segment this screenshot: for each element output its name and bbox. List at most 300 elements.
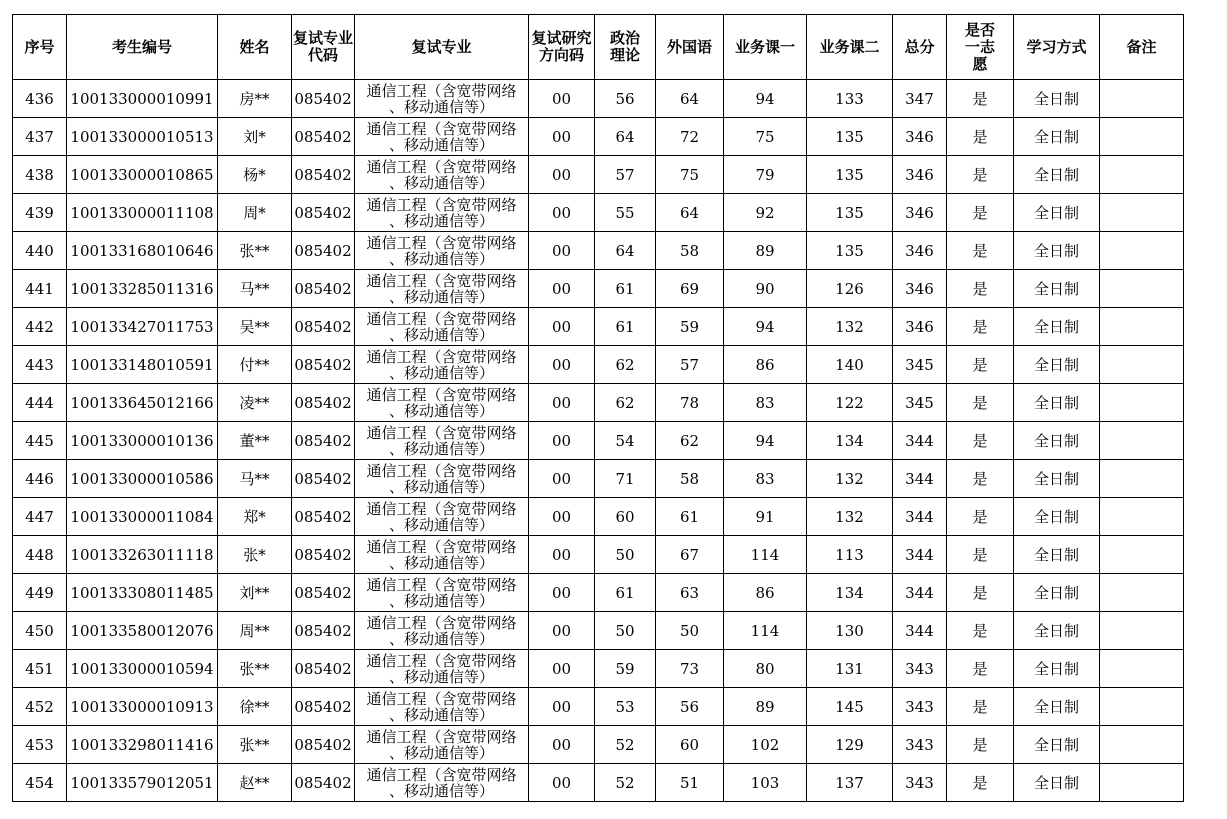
cell-name: 张** bbox=[218, 726, 292, 764]
header-course1: 业务课一 bbox=[724, 15, 807, 80]
cell-course1: 80 bbox=[724, 650, 807, 688]
cell-remarks bbox=[1100, 688, 1184, 726]
cell-study-mode: 全日制 bbox=[1014, 118, 1100, 156]
major-line-1: 通信工程（含宽带网络 bbox=[366, 765, 517, 784]
cell-remarks bbox=[1100, 498, 1184, 536]
major-line-1: 通信工程（含宽带网络 bbox=[366, 499, 517, 518]
cell-major bbox=[355, 308, 529, 346]
cell-course2: 145 bbox=[807, 688, 893, 726]
cell-name: 凌** bbox=[218, 384, 292, 422]
cell-course2: 133 bbox=[807, 80, 893, 118]
cell-foreign-language: 64 bbox=[656, 194, 724, 232]
cell-major bbox=[355, 764, 529, 802]
cell-politics: 56 bbox=[595, 80, 656, 118]
cell-name: 张** bbox=[218, 232, 292, 270]
cell-course1: 86 bbox=[724, 574, 807, 612]
header-major: 复试专业 bbox=[355, 15, 529, 80]
cell-name: 张* bbox=[218, 536, 292, 574]
cell-study-mode: 全日制 bbox=[1014, 536, 1100, 574]
cell-first-choice: 是 bbox=[947, 346, 1014, 384]
cell-remarks bbox=[1100, 764, 1184, 802]
cell-course2: 134 bbox=[807, 422, 893, 460]
cell-course1: 94 bbox=[724, 422, 807, 460]
cell-exam-id: 100133579012051 bbox=[67, 764, 218, 802]
cell-first-choice: 是 bbox=[947, 536, 1014, 574]
cell-foreign-language: 63 bbox=[656, 574, 724, 612]
cell-exam-id: 100133427011753 bbox=[67, 308, 218, 346]
cell-direction: 00 bbox=[529, 308, 595, 346]
cell-first-choice: 是 bbox=[947, 460, 1014, 498]
cell-first-choice: 是 bbox=[947, 232, 1014, 270]
cell-total: 345 bbox=[893, 384, 947, 422]
table-row bbox=[13, 384, 1184, 422]
cell-name: 付** bbox=[218, 346, 292, 384]
cell-seq: 446 bbox=[13, 460, 67, 498]
cell-study-mode: 全日制 bbox=[1014, 764, 1100, 802]
cell-name: 杨* bbox=[218, 156, 292, 194]
cell-course2: 140 bbox=[807, 346, 893, 384]
cell-politics: 52 bbox=[595, 726, 656, 764]
cell-major-code: 085402 bbox=[292, 764, 355, 802]
cell-name: 徐** bbox=[218, 688, 292, 726]
cell-study-mode: 全日制 bbox=[1014, 422, 1100, 460]
cell-politics: 61 bbox=[595, 308, 656, 346]
cell-study-mode: 全日制 bbox=[1014, 80, 1100, 118]
cell-seq: 436 bbox=[13, 80, 67, 118]
cell-politics: 60 bbox=[595, 498, 656, 536]
header-politics: 政治理论 bbox=[595, 15, 656, 80]
cell-study-mode: 全日制 bbox=[1014, 612, 1100, 650]
cell-remarks bbox=[1100, 574, 1184, 612]
header-name: 姓名 bbox=[218, 15, 292, 80]
cell-total: 346 bbox=[893, 308, 947, 346]
cell-seq: 449 bbox=[13, 574, 67, 612]
cell-name: 吴** bbox=[218, 308, 292, 346]
major-line-1: 通信工程（含宽带网络 bbox=[366, 423, 517, 442]
cell-exam-id: 100133148010591 bbox=[67, 346, 218, 384]
cell-first-choice: 是 bbox=[947, 118, 1014, 156]
cell-major bbox=[355, 270, 529, 308]
cell-seq: 441 bbox=[13, 270, 67, 308]
table-row bbox=[13, 232, 1184, 270]
cell-total: 346 bbox=[893, 270, 947, 308]
cell-exam-id: 100133285011316 bbox=[67, 270, 218, 308]
cell-first-choice: 是 bbox=[947, 80, 1014, 118]
cell-seq: 445 bbox=[13, 422, 67, 460]
cell-name: 周* bbox=[218, 194, 292, 232]
cell-first-choice: 是 bbox=[947, 384, 1014, 422]
cell-seq: 438 bbox=[13, 156, 67, 194]
cell-direction: 00 bbox=[529, 346, 595, 384]
major-line-1: 通信工程（含宽带网络 bbox=[366, 575, 517, 594]
cell-total: 344 bbox=[893, 422, 947, 460]
cell-exam-id: 100133000010865 bbox=[67, 156, 218, 194]
cell-remarks bbox=[1100, 308, 1184, 346]
table-row bbox=[13, 498, 1184, 536]
cell-total: 343 bbox=[893, 726, 947, 764]
cell-study-mode: 全日制 bbox=[1014, 574, 1100, 612]
cell-total: 344 bbox=[893, 536, 947, 574]
cell-major bbox=[355, 118, 529, 156]
cell-foreign-language: 57 bbox=[656, 346, 724, 384]
table-row bbox=[13, 194, 1184, 232]
table-row bbox=[13, 574, 1184, 612]
table-row bbox=[13, 726, 1184, 764]
table-row bbox=[13, 460, 1184, 498]
cell-name: 赵** bbox=[218, 764, 292, 802]
cell-study-mode: 全日制 bbox=[1014, 384, 1100, 422]
cell-exam-id: 100133000011084 bbox=[67, 498, 218, 536]
cell-foreign-language: 51 bbox=[656, 764, 724, 802]
cell-major bbox=[355, 574, 529, 612]
major-line-1: 通信工程（含宽带网络 bbox=[366, 233, 517, 252]
cell-direction: 00 bbox=[529, 422, 595, 460]
cell-study-mode: 全日制 bbox=[1014, 270, 1100, 308]
cell-major bbox=[355, 232, 529, 270]
cell-course1: 102 bbox=[724, 726, 807, 764]
cell-total: 345 bbox=[893, 346, 947, 384]
cell-exam-id: 100133168010646 bbox=[67, 232, 218, 270]
cell-exam-id: 100133000010136 bbox=[67, 422, 218, 460]
cell-exam-id: 100133580012076 bbox=[67, 612, 218, 650]
cell-name: 房** bbox=[218, 80, 292, 118]
cell-study-mode: 全日制 bbox=[1014, 726, 1100, 764]
major-line-1: 通信工程（含宽带网络 bbox=[366, 537, 517, 556]
cell-major-code: 085402 bbox=[292, 156, 355, 194]
cell-total: 344 bbox=[893, 460, 947, 498]
cell-seq: 447 bbox=[13, 498, 67, 536]
major-line-1: 通信工程（含宽带网络 bbox=[366, 461, 517, 480]
cell-seq: 437 bbox=[13, 118, 67, 156]
cell-course1: 75 bbox=[724, 118, 807, 156]
cell-first-choice: 是 bbox=[947, 270, 1014, 308]
cell-exam-id: 100133000010513 bbox=[67, 118, 218, 156]
major-line-2: 、移动通信等） bbox=[388, 553, 494, 572]
cell-remarks bbox=[1100, 650, 1184, 688]
cell-foreign-language: 59 bbox=[656, 308, 724, 346]
cell-course2: 132 bbox=[807, 498, 893, 536]
cell-major-code: 085402 bbox=[292, 270, 355, 308]
cell-course2: 113 bbox=[807, 536, 893, 574]
cell-study-mode: 全日制 bbox=[1014, 232, 1100, 270]
cell-major bbox=[355, 194, 529, 232]
cell-name: 刘** bbox=[218, 574, 292, 612]
cell-name: 刘* bbox=[218, 118, 292, 156]
cell-major-code: 085402 bbox=[292, 194, 355, 232]
cell-major-code: 085402 bbox=[292, 574, 355, 612]
cell-seq: 443 bbox=[13, 346, 67, 384]
cell-name: 董** bbox=[218, 422, 292, 460]
table-row bbox=[13, 308, 1184, 346]
major-line-2: 、移动通信等） bbox=[388, 667, 494, 686]
cell-total: 346 bbox=[893, 232, 947, 270]
cell-direction: 00 bbox=[529, 80, 595, 118]
table-row bbox=[13, 688, 1184, 726]
cell-direction: 00 bbox=[529, 194, 595, 232]
cell-seq: 444 bbox=[13, 384, 67, 422]
cell-major-code: 085402 bbox=[292, 498, 355, 536]
cell-study-mode: 全日制 bbox=[1014, 308, 1100, 346]
cell-seq: 442 bbox=[13, 308, 67, 346]
cell-remarks bbox=[1100, 726, 1184, 764]
cell-direction: 00 bbox=[529, 384, 595, 422]
cell-exam-id: 100133645012166 bbox=[67, 384, 218, 422]
cell-politics: 62 bbox=[595, 384, 656, 422]
table-row bbox=[13, 650, 1184, 688]
major-line-1: 通信工程（含宽带网络 bbox=[366, 309, 517, 328]
cell-major-code: 085402 bbox=[292, 308, 355, 346]
cell-major bbox=[355, 384, 529, 422]
cell-study-mode: 全日制 bbox=[1014, 460, 1100, 498]
table-row bbox=[13, 536, 1184, 574]
cell-name: 郑* bbox=[218, 498, 292, 536]
cell-remarks bbox=[1100, 80, 1184, 118]
header-seq: 序号 bbox=[13, 15, 67, 80]
header-remarks: 备注 bbox=[1100, 15, 1184, 80]
cell-direction: 00 bbox=[529, 118, 595, 156]
cell-politics: 59 bbox=[595, 650, 656, 688]
cell-direction: 00 bbox=[529, 612, 595, 650]
cell-major bbox=[355, 80, 529, 118]
cell-seq: 450 bbox=[13, 612, 67, 650]
cell-remarks bbox=[1100, 422, 1184, 460]
cell-politics: 61 bbox=[595, 270, 656, 308]
major-line-2: 、移动通信等） bbox=[388, 705, 494, 724]
cell-foreign-language: 73 bbox=[656, 650, 724, 688]
cell-seq: 452 bbox=[13, 688, 67, 726]
major-line-1: 通信工程（含宽带网络 bbox=[366, 651, 517, 670]
cell-major bbox=[355, 422, 529, 460]
cell-foreign-language: 61 bbox=[656, 498, 724, 536]
cell-study-mode: 全日制 bbox=[1014, 194, 1100, 232]
cell-first-choice: 是 bbox=[947, 612, 1014, 650]
cell-major-code: 085402 bbox=[292, 346, 355, 384]
cell-total: 344 bbox=[893, 574, 947, 612]
cell-study-mode: 全日制 bbox=[1014, 650, 1100, 688]
cell-major-code: 085402 bbox=[292, 118, 355, 156]
cell-foreign-language: 69 bbox=[656, 270, 724, 308]
cell-name: 张** bbox=[218, 650, 292, 688]
cell-name: 马** bbox=[218, 270, 292, 308]
cell-course2: 129 bbox=[807, 726, 893, 764]
cell-exam-id: 100133000010586 bbox=[67, 460, 218, 498]
major-line-2: 、移动通信等） bbox=[388, 173, 494, 192]
score-sheet bbox=[12, 14, 1215, 802]
cell-major bbox=[355, 650, 529, 688]
cell-direction: 00 bbox=[529, 460, 595, 498]
major-line-2: 、移动通信等） bbox=[388, 439, 494, 458]
cell-politics: 61 bbox=[595, 574, 656, 612]
cell-major bbox=[355, 612, 529, 650]
cell-exam-id: 100133000010913 bbox=[67, 688, 218, 726]
cell-exam-id: 100133308011485 bbox=[67, 574, 218, 612]
cell-remarks bbox=[1100, 270, 1184, 308]
cell-study-mode: 全日制 bbox=[1014, 156, 1100, 194]
cell-remarks bbox=[1100, 346, 1184, 384]
cell-politics: 62 bbox=[595, 346, 656, 384]
cell-politics: 55 bbox=[595, 194, 656, 232]
major-line-1: 通信工程（含宽带网络 bbox=[366, 727, 517, 746]
cell-major bbox=[355, 726, 529, 764]
cell-first-choice: 是 bbox=[947, 194, 1014, 232]
cell-course1: 94 bbox=[724, 80, 807, 118]
cell-major bbox=[355, 460, 529, 498]
cell-course1: 89 bbox=[724, 688, 807, 726]
cell-foreign-language: 75 bbox=[656, 156, 724, 194]
cell-total: 346 bbox=[893, 194, 947, 232]
cell-major bbox=[355, 498, 529, 536]
cell-major-code: 085402 bbox=[292, 422, 355, 460]
cell-first-choice: 是 bbox=[947, 650, 1014, 688]
cell-total: 344 bbox=[893, 498, 947, 536]
cell-seq: 448 bbox=[13, 536, 67, 574]
cell-direction: 00 bbox=[529, 498, 595, 536]
major-line-2: 、移动通信等） bbox=[388, 591, 494, 610]
header-major-code: 复试专业代码 bbox=[292, 15, 355, 80]
cell-major-code: 085402 bbox=[292, 460, 355, 498]
cell-foreign-language: 58 bbox=[656, 460, 724, 498]
table-row bbox=[13, 118, 1184, 156]
cell-foreign-language: 67 bbox=[656, 536, 724, 574]
cell-course1: 90 bbox=[724, 270, 807, 308]
cell-first-choice: 是 bbox=[947, 764, 1014, 802]
header-foreign-language: 外国语 bbox=[656, 15, 724, 80]
cell-course1: 94 bbox=[724, 308, 807, 346]
table-row bbox=[13, 270, 1184, 308]
cell-seq: 440 bbox=[13, 232, 67, 270]
cell-course1: 83 bbox=[724, 384, 807, 422]
cell-seq: 453 bbox=[13, 726, 67, 764]
cell-remarks bbox=[1100, 194, 1184, 232]
cell-direction: 00 bbox=[529, 232, 595, 270]
cell-direction: 00 bbox=[529, 156, 595, 194]
major-line-2: 、移动通信等） bbox=[388, 135, 494, 154]
cell-major-code: 085402 bbox=[292, 80, 355, 118]
cell-foreign-language: 58 bbox=[656, 232, 724, 270]
cell-study-mode: 全日制 bbox=[1014, 688, 1100, 726]
header-course2: 业务课二 bbox=[807, 15, 893, 80]
major-line-2: 、移动通信等） bbox=[388, 743, 494, 762]
cell-foreign-language: 72 bbox=[656, 118, 724, 156]
cell-remarks bbox=[1100, 156, 1184, 194]
cell-course1: 103 bbox=[724, 764, 807, 802]
cell-exam-id: 100133000010594 bbox=[67, 650, 218, 688]
major-line-1: 通信工程（含宽带网络 bbox=[366, 347, 517, 366]
cell-foreign-language: 64 bbox=[656, 80, 724, 118]
major-line-2: 、移动通信等） bbox=[388, 401, 494, 420]
cell-major-code: 085402 bbox=[292, 536, 355, 574]
cell-major bbox=[355, 156, 529, 194]
admission-score-table bbox=[12, 14, 1184, 802]
cell-first-choice: 是 bbox=[947, 308, 1014, 346]
cell-major bbox=[355, 346, 529, 384]
cell-seq: 451 bbox=[13, 650, 67, 688]
cell-major-code: 085402 bbox=[292, 688, 355, 726]
major-line-1: 通信工程（含宽带网络 bbox=[366, 689, 517, 708]
cell-course1: 86 bbox=[724, 346, 807, 384]
table-row bbox=[13, 156, 1184, 194]
cell-total: 347 bbox=[893, 80, 947, 118]
cell-foreign-language: 50 bbox=[656, 612, 724, 650]
cell-course2: 130 bbox=[807, 612, 893, 650]
cell-total: 343 bbox=[893, 650, 947, 688]
cell-remarks bbox=[1100, 612, 1184, 650]
cell-course1: 83 bbox=[724, 460, 807, 498]
cell-first-choice: 是 bbox=[947, 726, 1014, 764]
cell-remarks bbox=[1100, 118, 1184, 156]
cell-major-code: 085402 bbox=[292, 650, 355, 688]
major-line-1: 通信工程（含宽带网络 bbox=[366, 271, 517, 290]
cell-remarks bbox=[1100, 384, 1184, 422]
cell-politics: 57 bbox=[595, 156, 656, 194]
header-first-choice: 是否一志愿 bbox=[947, 15, 1014, 80]
cell-foreign-language: 56 bbox=[656, 688, 724, 726]
cell-total: 346 bbox=[893, 118, 947, 156]
cell-course2: 131 bbox=[807, 650, 893, 688]
cell-major bbox=[355, 536, 529, 574]
cell-remarks bbox=[1100, 232, 1184, 270]
cell-foreign-language: 60 bbox=[656, 726, 724, 764]
cell-course1: 114 bbox=[724, 536, 807, 574]
cell-course2: 135 bbox=[807, 232, 893, 270]
cell-direction: 00 bbox=[529, 270, 595, 308]
major-line-1: 通信工程（含宽带网络 bbox=[366, 385, 517, 404]
cell-first-choice: 是 bbox=[947, 574, 1014, 612]
cell-politics: 64 bbox=[595, 232, 656, 270]
cell-course1: 92 bbox=[724, 194, 807, 232]
cell-total: 344 bbox=[893, 612, 947, 650]
cell-course1: 114 bbox=[724, 612, 807, 650]
cell-direction: 00 bbox=[529, 536, 595, 574]
cell-major-code: 085402 bbox=[292, 612, 355, 650]
table-row bbox=[13, 612, 1184, 650]
cell-course2: 122 bbox=[807, 384, 893, 422]
table-body bbox=[13, 80, 1184, 802]
major-line-1: 通信工程（含宽带网络 bbox=[366, 157, 517, 176]
cell-politics: 52 bbox=[595, 764, 656, 802]
cell-seq: 454 bbox=[13, 764, 67, 802]
table-row bbox=[13, 764, 1184, 802]
cell-direction: 00 bbox=[529, 574, 595, 612]
cell-first-choice: 是 bbox=[947, 422, 1014, 460]
cell-foreign-language: 62 bbox=[656, 422, 724, 460]
cell-total: 346 bbox=[893, 156, 947, 194]
header-total: 总分 bbox=[893, 15, 947, 80]
major-line-1: 通信工程（含宽带网络 bbox=[366, 613, 517, 632]
cell-exam-id: 100133298011416 bbox=[67, 726, 218, 764]
cell-politics: 50 bbox=[595, 536, 656, 574]
major-line-2: 、移动通信等） bbox=[388, 211, 494, 230]
header-direction: 复试研究方向码 bbox=[529, 15, 595, 80]
major-line-2: 、移动通信等） bbox=[388, 515, 494, 534]
cell-major-code: 085402 bbox=[292, 384, 355, 422]
cell-direction: 00 bbox=[529, 688, 595, 726]
major-line-1: 通信工程（含宽带网络 bbox=[366, 81, 517, 100]
major-line-2: 、移动通信等） bbox=[388, 629, 494, 648]
major-line-1: 通信工程（含宽带网络 bbox=[366, 195, 517, 214]
cell-course2: 132 bbox=[807, 460, 893, 498]
cell-politics: 54 bbox=[595, 422, 656, 460]
cell-politics: 53 bbox=[595, 688, 656, 726]
cell-course1: 79 bbox=[724, 156, 807, 194]
cell-name: 马** bbox=[218, 460, 292, 498]
table-row bbox=[13, 346, 1184, 384]
major-line-2: 、移动通信等） bbox=[388, 97, 494, 116]
cell-course1: 89 bbox=[724, 232, 807, 270]
cell-total: 343 bbox=[893, 688, 947, 726]
cell-remarks bbox=[1100, 460, 1184, 498]
cell-first-choice: 是 bbox=[947, 156, 1014, 194]
